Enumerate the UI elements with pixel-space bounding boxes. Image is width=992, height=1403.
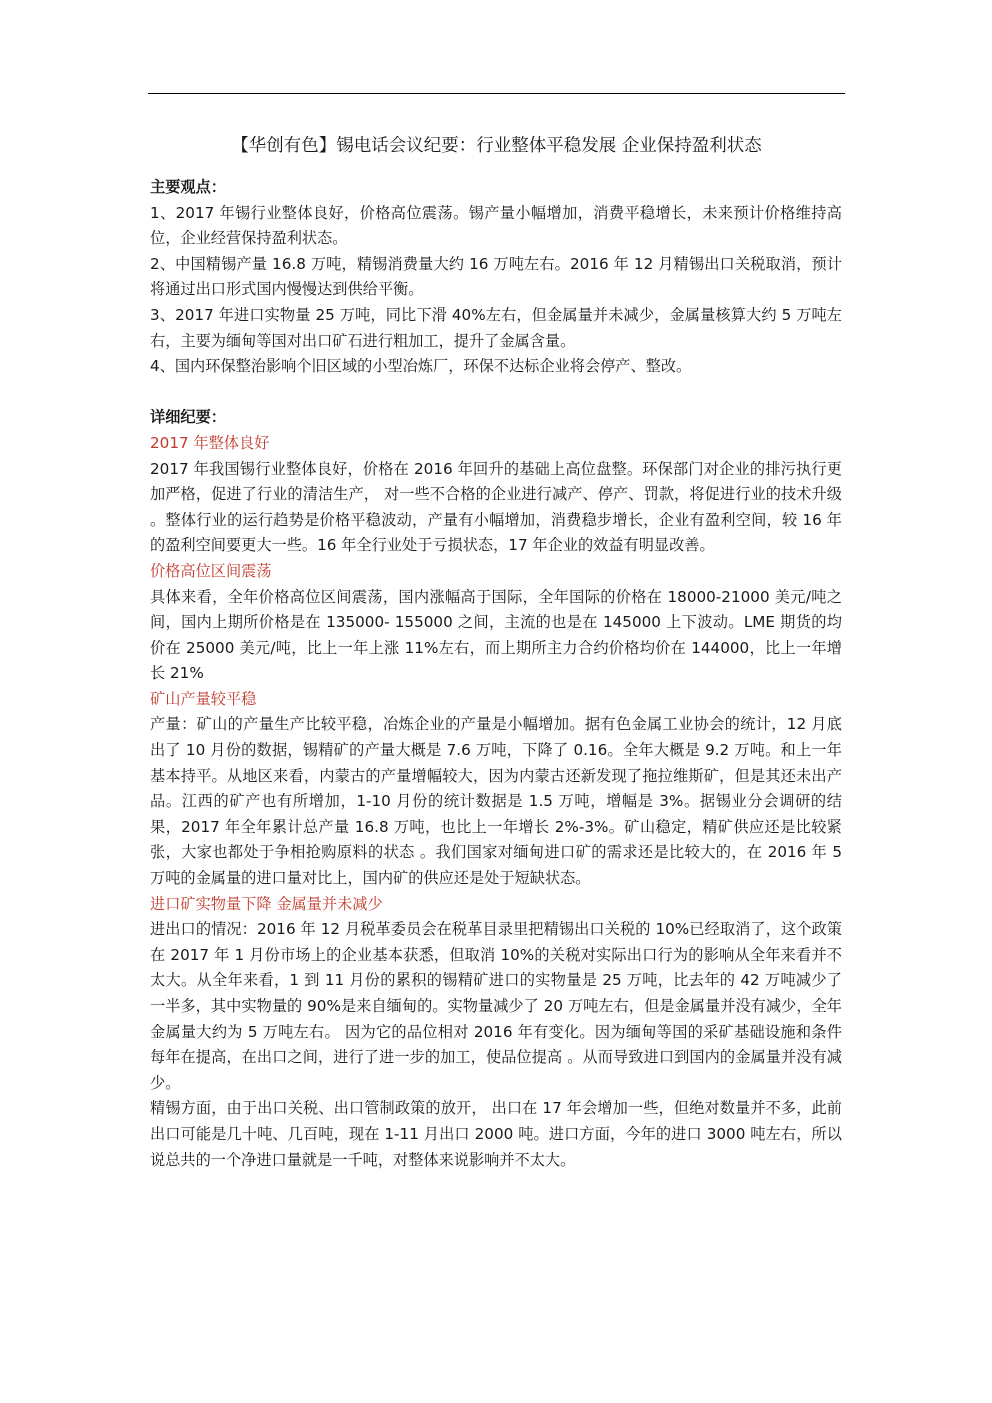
section-paragraph: 进出口的情况：2016 年 12 月税革委员会在税革目录里把精锡出口关税的 10%已经取消了，这个政策在 2017 年 1 月份市场上的企业基本获悉，但取消 10%的关税对实际出口行为的影响从全年来看并不太大。从全年来看，1 到 11 月份的累积的锡精矿进口的实物量是 25 万吨，比去年的 42 万吨减少了一半多，其中实物量的 90%是来自缅甸的。实物量减少了 20 万吨左右，但是金属量并没有减少，全年金属量大约为 5 万吨左右。 因为它的品位相对 2016 年有变化。因为缅甸等国的采矿基础设施和条件每年在提高，在出口之间，进行了进一步的加工，使品位提高 。从而导致进口到国内的金属量并没有减少。 xyxy=(150,920,842,1092)
details-heading: 详细纪要： xyxy=(150,408,226,427)
section-paragraph: 精锡方面，由于出口关税、出口管制政策的放开， 出口在 17 年会增加一些，但绝对数量并不多，此前出口可能是几十吨、几百吨，现在 1-11 月出口 2000 吨。进口方面，今年的进口 3000 吨左右，所以说总共的一个净进口量就是一千吨，对整体来说影响并不太大。 xyxy=(150,1099,842,1169)
summary-heading: 主要观点： xyxy=(150,178,226,196)
section-paragraph: 产量：矿山的产量生产比较平稳，冶炼企业的产量是小幅增加。据有色金属工业协会的统计，12 月底出了 10 月份的数据，锡精矿的产量大概是 7.6 万吨，下降了 0.16。全年大概是 9.2 万吨。和上一年基本持平。从地区来看，内蒙古的产量增幅较大，因为内蒙古还新发现了拖拉维斯矿，但是其还未出产品。江西的矿产也有所增加，1-10 月份的统计数据是 1.5 万吨，增幅是 3%。据锡业分会调研的结果，2017 年全年累计总产量 16.8 万吨，也比上一年增长 2%-3%。矿山稳定，精矿供应还是比较紧张，大家也都处于争相抢购原料的状态 。我们国家对缅甸进口矿的需求还是比较大的，在 2016 年 5 万吨的金属量的进口量对比上，国内矿的供应还是处于短缺状态。 xyxy=(150,715,842,888)
blank-line xyxy=(150,380,842,406)
section-paragraph: 具体来看，全年价格高位区间震荡，国内涨幅高于国际，全年国际的价格在 18000-21000 美元/吨之间，国内上期所价格是在 135000- 155000 之间，主流的也是在 145000 上下波动。LME 期货的均价在 25000 美元/吨，比上一年上涨 11%左右，而上期所主力合约价格均价在 144000，比上一年增长 21% xyxy=(150,587,842,683)
summary-point: 2、中国精锡产量 16.8 万吨，精锡消费量大约 16 万吨左右。2016 年 12 月精锡出口关税取消，预计将通过出口形式国内慢慢达到供给平衡。 xyxy=(150,254,842,299)
summary-point: 4、国内环保整治影响个旧区域的小型冶炼厂，环保不达标企业将会停产、整改。 xyxy=(150,357,692,376)
section-subheading: 价格高位区间震荡 xyxy=(150,561,272,580)
section-subheading: 进口矿实物量下降 金属量并未减少 xyxy=(150,894,383,913)
summary-point: 3、2017 年进口实物量 25 万吨，同比下滑 40%左右，但金属量并未减少，金属量核算大约 5 万吨左右，主要为缅甸等国对出口矿石进行粗加工，提升了金属含量。 xyxy=(150,305,842,350)
section-subheading: 矿山产量较平稳 xyxy=(150,689,257,708)
summary-point: 1、2017 年锡行业整体良好，价格高位震荡。锡产量小幅增加，消费平稳增长，未来预计价格维持高位，企业经营保持盈利状态。 xyxy=(150,203,842,248)
header-rule xyxy=(148,93,845,94)
document-body xyxy=(150,175,842,1173)
section-subheading: 2017 年整体良好 xyxy=(150,433,270,452)
section-paragraph: 2017 年我国锡行业整体良好，价格在 2016 年回升的基础上高位盘整。环保部门对企业的排污执行更加严格，促进了行业的清洁生产， 对一些不合格的企业进行减产、停产、罚款，将促进行业的技术升级 。整体行业的运行趋势是价格平稳波动，产量有小幅增加，消费稳步增长，企业有盈利空间，较 16 年的盈利空间要更大一些。16 年全行业处于亏损状态，17 年企业的效益有明显改善。 xyxy=(150,459,842,555)
document-title: 【华创有色】锡电话会议纪要：行业整体平稳发展 企业保持盈利状态 xyxy=(231,136,762,156)
